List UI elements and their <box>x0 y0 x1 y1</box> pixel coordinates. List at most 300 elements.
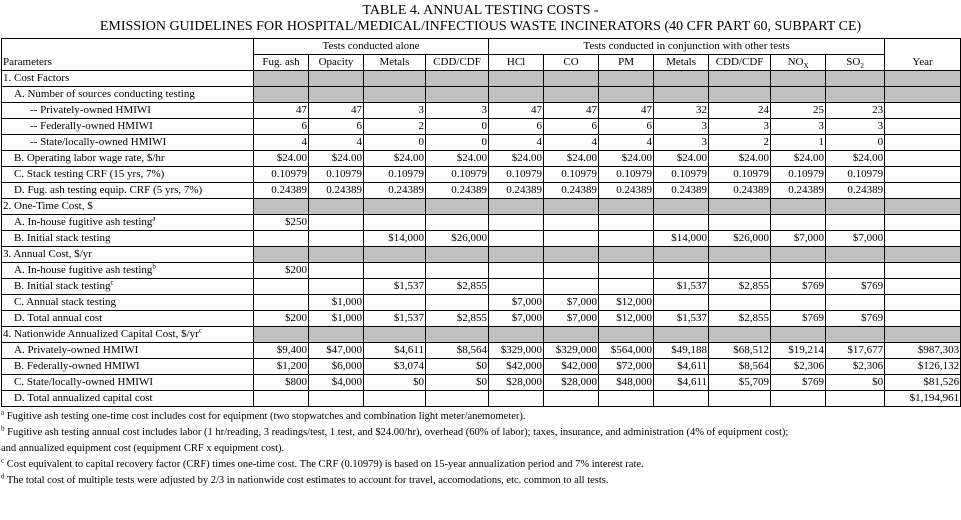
shaded-cell <box>709 247 771 263</box>
row-label: A. Privately-owned HMIWI <box>2 343 254 359</box>
value-cell <box>885 295 961 311</box>
row-label: A. In-house fugitive ash testing$^a$ <box>2 215 254 231</box>
footnote: $^a$ Fugitive ash testing one-time cost includes cost for equipment (two stopwatches and combination light meter/anemometer). <box>1 408 526 422</box>
shaded-cell <box>426 87 489 103</box>
value-cell: 0.24389 <box>426 183 489 199</box>
row-labor-rate <box>2 151 961 167</box>
value-cell: $1,000 <box>309 311 364 327</box>
value-cell: 4 <box>254 135 309 151</box>
value-cell: $81,526 <box>885 375 961 391</box>
value-cell: 32 <box>654 103 709 119</box>
value-cell: 0.10979 <box>489 167 544 183</box>
header-parameters: Parameters <box>2 55 254 71</box>
shaded-cell <box>771 247 826 263</box>
header-tests-alone: Tests conducted alone <box>254 39 489 55</box>
value-cell: $1,537 <box>654 311 709 327</box>
value-cell: $769 <box>826 279 885 295</box>
shaded-cell <box>489 87 544 103</box>
value-cell <box>309 391 364 407</box>
shaded-cell <box>254 87 309 103</box>
value-cell <box>599 215 654 231</box>
value-cell: 47 <box>544 103 599 119</box>
section-label: 2. One-Time Cost, $ <box>2 199 254 215</box>
value-cell <box>885 231 961 247</box>
value-cell: 6 <box>254 119 309 135</box>
value-cell: $26,000 <box>709 231 771 247</box>
row-label: B. Initial stack testing <box>2 231 254 247</box>
row-label: C. Annual stack testing <box>2 295 254 311</box>
row-ot-stack <box>2 231 961 247</box>
value-cell: $1,194,961 <box>885 391 961 407</box>
shaded-cell <box>826 71 885 87</box>
row-nw-private <box>2 343 961 359</box>
value-cell: 0.10979 <box>771 167 826 183</box>
value-cell <box>544 391 599 407</box>
value-cell: 0.10979 <box>654 167 709 183</box>
value-cell: $26,000 <box>426 231 489 247</box>
value-cell <box>599 231 654 247</box>
value-cell <box>489 215 544 231</box>
value-cell: 4 <box>489 135 544 151</box>
shaded-cell <box>654 247 709 263</box>
header-tests-conjunction: Tests conducted in conjunction with other tests <box>489 39 885 55</box>
value-cell: $0 <box>364 375 426 391</box>
value-cell <box>885 119 961 135</box>
col-header: Fug. ash <box>254 55 309 71</box>
value-cell: 0.10979 <box>309 167 364 183</box>
value-cell: 3 <box>654 135 709 151</box>
value-cell <box>885 311 961 327</box>
value-cell <box>709 391 771 407</box>
shaded-cell <box>826 199 885 215</box>
value-cell: $24.00 <box>489 151 544 167</box>
value-cell: $769 <box>826 311 885 327</box>
col-header: CDD/CDF <box>709 55 771 71</box>
row-an-initial-stack <box>2 279 961 295</box>
value-cell: $1,537 <box>654 279 709 295</box>
value-cell: 6 <box>544 119 599 135</box>
shaded-cell <box>364 199 426 215</box>
value-cell: $24.00 <box>309 151 364 167</box>
value-cell <box>885 167 961 183</box>
shaded-cell <box>544 87 599 103</box>
shaded-cell <box>599 327 654 343</box>
value-cell <box>771 391 826 407</box>
row-number-of-sources <box>2 87 961 103</box>
value-cell <box>709 263 771 279</box>
value-cell: 6 <box>309 119 364 135</box>
value-cell <box>254 231 309 247</box>
section-label: 3. Annual Cost, $/yr <box>2 247 254 263</box>
row-label: -- Federally-owned HMIWI <box>2 119 254 135</box>
shaded-cell <box>544 199 599 215</box>
value-cell: $24.00 <box>544 151 599 167</box>
testing-costs-table <box>1 38 961 407</box>
value-cell: $2,306 <box>771 359 826 375</box>
value-cell: $42,000 <box>489 359 544 375</box>
value-cell <box>489 391 544 407</box>
value-cell: $2,855 <box>426 311 489 327</box>
value-cell: 0 <box>364 135 426 151</box>
value-cell: $8,564 <box>709 359 771 375</box>
header-row-groups <box>2 39 961 55</box>
shaded-cell <box>426 327 489 343</box>
shaded-cell <box>254 199 309 215</box>
value-cell <box>771 215 826 231</box>
value-cell: 0 <box>426 119 489 135</box>
value-cell: 0.24389 <box>771 183 826 199</box>
value-cell: 6 <box>599 119 654 135</box>
shaded-cell <box>544 247 599 263</box>
value-cell <box>826 295 885 311</box>
section-cost-factors <box>2 71 961 87</box>
value-cell <box>544 231 599 247</box>
shaded-cell <box>709 87 771 103</box>
value-cell <box>826 263 885 279</box>
shaded-cell <box>771 71 826 87</box>
row-label: C. Stack testing CRF (15 yrs, 7%) <box>2 167 254 183</box>
value-cell: 4 <box>544 135 599 151</box>
shaded-cell <box>426 199 489 215</box>
value-cell: $17,677 <box>826 343 885 359</box>
value-cell <box>426 295 489 311</box>
value-cell: $24.00 <box>654 151 709 167</box>
value-cell: $1,000 <box>309 295 364 311</box>
value-cell: $7,000 <box>826 231 885 247</box>
value-cell: 0.10979 <box>364 167 426 183</box>
shaded-cell <box>654 87 709 103</box>
value-cell: $6,000 <box>309 359 364 375</box>
row-fug-crf <box>2 183 961 199</box>
value-cell <box>309 279 364 295</box>
value-cell: $24.00 <box>364 151 426 167</box>
value-cell: 0.24389 <box>544 183 599 199</box>
value-cell <box>426 215 489 231</box>
value-cell <box>599 263 654 279</box>
value-cell <box>599 391 654 407</box>
value-cell: $0 <box>426 359 489 375</box>
footnotes <box>0 409 961 489</box>
value-cell: 2 <box>709 135 771 151</box>
row-an-total <box>2 311 961 327</box>
shaded-cell <box>709 327 771 343</box>
value-cell <box>654 391 709 407</box>
shaded-cell <box>309 87 364 103</box>
shaded-cell <box>599 199 654 215</box>
value-cell: 0.24389 <box>654 183 709 199</box>
col-header: CO <box>544 55 599 71</box>
value-cell <box>771 295 826 311</box>
value-cell: $200 <box>254 311 309 327</box>
row-label: -- Privately-owned HMIWI <box>2 103 254 119</box>
row-label: B. Federally-owned HMIWI <box>2 359 254 375</box>
value-cell: 0 <box>426 135 489 151</box>
value-cell: $4,611 <box>654 375 709 391</box>
row-an-annual-stack <box>2 295 961 311</box>
table-title-line2: EMISSION GUIDELINES FOR HOSPITAL/MEDICAL/INFECTIOUS WASTE INCINERATORS (40 CFR PART 60, SUBPART CE) <box>99 19 862 34</box>
shaded-cell <box>426 247 489 263</box>
shaded-cell <box>599 71 654 87</box>
value-cell: 23 <box>826 103 885 119</box>
value-cell <box>709 295 771 311</box>
value-cell: 25 <box>771 103 826 119</box>
value-cell: $769 <box>771 375 826 391</box>
shaded-cell <box>364 71 426 87</box>
value-cell: $9,400 <box>254 343 309 359</box>
row-nw-federal <box>2 359 961 375</box>
row-label: D. Fug. ash testing equip. CRF (5 yrs, 7%) <box>2 183 254 199</box>
col-header: Metals <box>364 55 426 71</box>
value-cell: $47,000 <box>309 343 364 359</box>
value-cell: $28,000 <box>489 375 544 391</box>
value-cell: 3 <box>771 119 826 135</box>
value-cell: 0.24389 <box>254 183 309 199</box>
value-cell <box>654 215 709 231</box>
shaded-cell <box>426 71 489 87</box>
section-label: 4. Nationwide Annualized Capital Cost, $\$/yr^c$ <box>2 327 254 343</box>
value-cell <box>885 151 961 167</box>
value-cell: $7,000 <box>544 311 599 327</box>
value-cell <box>885 279 961 295</box>
value-cell: 0.10979 <box>426 167 489 183</box>
value-cell: $250 <box>254 215 309 231</box>
row-label: D. Total annualized capital cost <box>2 391 254 407</box>
shaded-cell <box>654 71 709 87</box>
value-cell <box>544 215 599 231</box>
section-one-time-cost <box>2 199 961 215</box>
value-cell: $3,074 <box>364 359 426 375</box>
value-cell: $2,855 <box>709 311 771 327</box>
value-cell <box>544 263 599 279</box>
value-cell <box>364 391 426 407</box>
value-cell: $987,303 <box>885 343 961 359</box>
value-cell: 3 <box>364 103 426 119</box>
shaded-cell <box>254 327 309 343</box>
value-cell <box>654 263 709 279</box>
shaded-cell <box>254 247 309 263</box>
value-cell: $329,000 <box>489 343 544 359</box>
value-cell: $19,214 <box>771 343 826 359</box>
value-cell: $14,000 <box>364 231 426 247</box>
section-annual-cost <box>2 247 961 263</box>
value-cell: $48,000 <box>599 375 654 391</box>
row-label: B. Operating labor wage rate, $/hr <box>2 151 254 167</box>
row-label: C. State/locally-owned HMIWI <box>2 375 254 391</box>
shaded-cell <box>364 87 426 103</box>
value-cell <box>426 391 489 407</box>
row-ot-fugitive <box>2 215 961 231</box>
shaded-cell <box>771 87 826 103</box>
value-cell: 3 <box>826 119 885 135</box>
value-cell: $769 <box>771 311 826 327</box>
shaded-cell <box>885 71 961 87</box>
shaded-cell <box>709 199 771 215</box>
section-nationwide <box>2 327 961 343</box>
value-cell: $1,537 <box>364 279 426 295</box>
shaded-cell <box>885 199 961 215</box>
value-cell <box>885 103 961 119</box>
value-cell <box>426 263 489 279</box>
shaded-cell <box>826 87 885 103</box>
value-cell: $24.00 <box>426 151 489 167</box>
value-cell: 0.24389 <box>709 183 771 199</box>
value-cell <box>364 263 426 279</box>
shaded-cell <box>826 327 885 343</box>
col-header-so2: $SO_2$ <box>826 55 885 71</box>
value-cell <box>254 295 309 311</box>
row-label: B. Initial stack testing$^c$ <box>2 279 254 295</box>
row-nw-total <box>2 391 961 407</box>
value-cell <box>254 391 309 407</box>
header-year: Year <box>885 55 961 71</box>
value-cell: 0 <box>826 135 885 151</box>
footnote: $^d$ The total cost of multiple tests were adjusted by 2/3 in nationwide cost estimates to account for travel, accomodations, etc. common to all tests. <box>1 472 609 486</box>
value-cell: $72,000 <box>599 359 654 375</box>
value-cell: 47 <box>254 103 309 119</box>
value-cell <box>885 263 961 279</box>
value-cell: $4,611 <box>654 359 709 375</box>
value-cell: 1 <box>771 135 826 151</box>
value-cell: 6 <box>489 119 544 135</box>
value-cell: $7,000 <box>544 295 599 311</box>
value-cell: 24 <box>709 103 771 119</box>
shaded-cell <box>599 247 654 263</box>
shaded-cell <box>309 327 364 343</box>
shaded-cell <box>489 327 544 343</box>
shaded-cell <box>489 247 544 263</box>
value-cell: 0.10979 <box>254 167 309 183</box>
row-label: A. In-house fugitive ash testing$^b$ <box>2 263 254 279</box>
value-cell: $24.00 <box>254 151 309 167</box>
value-cell: 0.24389 <box>599 183 654 199</box>
value-cell <box>885 183 961 199</box>
value-cell: 2 <box>364 119 426 135</box>
value-cell: $2,855 <box>709 279 771 295</box>
value-cell <box>364 215 426 231</box>
value-cell: $7,000 <box>489 295 544 311</box>
shaded-cell <box>654 199 709 215</box>
value-cell: $49,188 <box>654 343 709 359</box>
value-cell: $24.00 <box>771 151 826 167</box>
value-cell: $564,000 <box>599 343 654 359</box>
value-cell: $126,132 <box>885 359 961 375</box>
shaded-cell <box>771 199 826 215</box>
value-cell <box>489 231 544 247</box>
shaded-cell <box>885 327 961 343</box>
value-cell: $4,000 <box>309 375 364 391</box>
value-cell <box>885 135 961 151</box>
shaded-cell <box>489 71 544 87</box>
row-federal <box>2 119 961 135</box>
value-cell <box>309 215 364 231</box>
shaded-cell <box>544 71 599 87</box>
value-cell: $12,000 <box>599 295 654 311</box>
col-header: Metals <box>654 55 709 71</box>
value-cell <box>364 295 426 311</box>
footnote: and annualized equipment cost (equipment CRF x equipment cost). <box>1 443 285 454</box>
col-header: PM <box>599 55 654 71</box>
shaded-cell <box>654 327 709 343</box>
row-an-fugitive <box>2 263 961 279</box>
value-cell: 47 <box>489 103 544 119</box>
value-cell: $7,000 <box>771 231 826 247</box>
col-header: HCl <box>489 55 544 71</box>
shaded-cell <box>309 247 364 263</box>
value-cell: 0.10979 <box>599 167 654 183</box>
value-cell <box>709 215 771 231</box>
value-cell: $200 <box>254 263 309 279</box>
value-cell: 0.24389 <box>489 183 544 199</box>
value-cell: $1,200 <box>254 359 309 375</box>
value-cell <box>771 263 826 279</box>
shaded-cell <box>309 71 364 87</box>
shaded-cell <box>489 199 544 215</box>
value-cell: $1,537 <box>364 311 426 327</box>
shaded-cell <box>364 327 426 343</box>
value-cell: $0 <box>426 375 489 391</box>
row-label: D. Total annual cost <box>2 311 254 327</box>
footnote: $^c$ Cost equivalent to capital recovery factor (CRF) times one-time cost. The CRF (0.10979) is based on 15-year annualization period and 7% interest rate. <box>1 456 644 470</box>
footnote: $^b$ Fugitive ash testing annual cost includes labor (1 hr/reading, 3 readings/test, 1 test, and $24.00/hr), overhead (60% of labor); taxes, insurance, and administration (4% of equipment cost); <box>1 424 789 438</box>
row-label: -- State/locally-owned HMIWI <box>2 135 254 151</box>
value-cell: 3 <box>426 103 489 119</box>
value-cell: $0 <box>826 375 885 391</box>
value-cell: $800 <box>254 375 309 391</box>
value-cell: 3 <box>654 119 709 135</box>
value-cell: 0.24389 <box>309 183 364 199</box>
value-cell <box>885 215 961 231</box>
value-cell <box>544 279 599 295</box>
row-nw-state <box>2 375 961 391</box>
value-cell: $2,855 <box>426 279 489 295</box>
value-cell <box>309 231 364 247</box>
value-cell <box>489 263 544 279</box>
value-cell <box>826 391 885 407</box>
value-cell: $8,564 <box>426 343 489 359</box>
value-cell: 0.24389 <box>826 183 885 199</box>
value-cell <box>489 279 544 295</box>
value-cell: 3 <box>709 119 771 135</box>
col-header: CDD/CDF <box>426 55 489 71</box>
shaded-cell <box>826 247 885 263</box>
value-cell <box>599 279 654 295</box>
value-cell: 0.24389 <box>364 183 426 199</box>
value-cell: $5,709 <box>709 375 771 391</box>
col-header: Opacity <box>309 55 364 71</box>
value-cell: 4 <box>599 135 654 151</box>
value-cell: $28,000 <box>544 375 599 391</box>
row-state <box>2 135 961 151</box>
value-cell: 0.10979 <box>826 167 885 183</box>
shaded-cell <box>771 327 826 343</box>
section-label: 1. Cost Factors <box>2 71 254 87</box>
value-cell: $24.00 <box>826 151 885 167</box>
value-cell: $24.00 <box>709 151 771 167</box>
shaded-cell <box>254 71 309 87</box>
value-cell: 0.10979 <box>709 167 771 183</box>
value-cell: 47 <box>599 103 654 119</box>
value-cell: 47 <box>309 103 364 119</box>
value-cell: $769 <box>771 279 826 295</box>
shaded-cell <box>885 247 961 263</box>
value-cell <box>826 215 885 231</box>
value-cell: $12,000 <box>599 311 654 327</box>
value-cell: $14,000 <box>654 231 709 247</box>
value-cell <box>654 295 709 311</box>
header-row-columns <box>2 55 961 71</box>
value-cell: $24.00 <box>599 151 654 167</box>
value-cell <box>254 279 309 295</box>
